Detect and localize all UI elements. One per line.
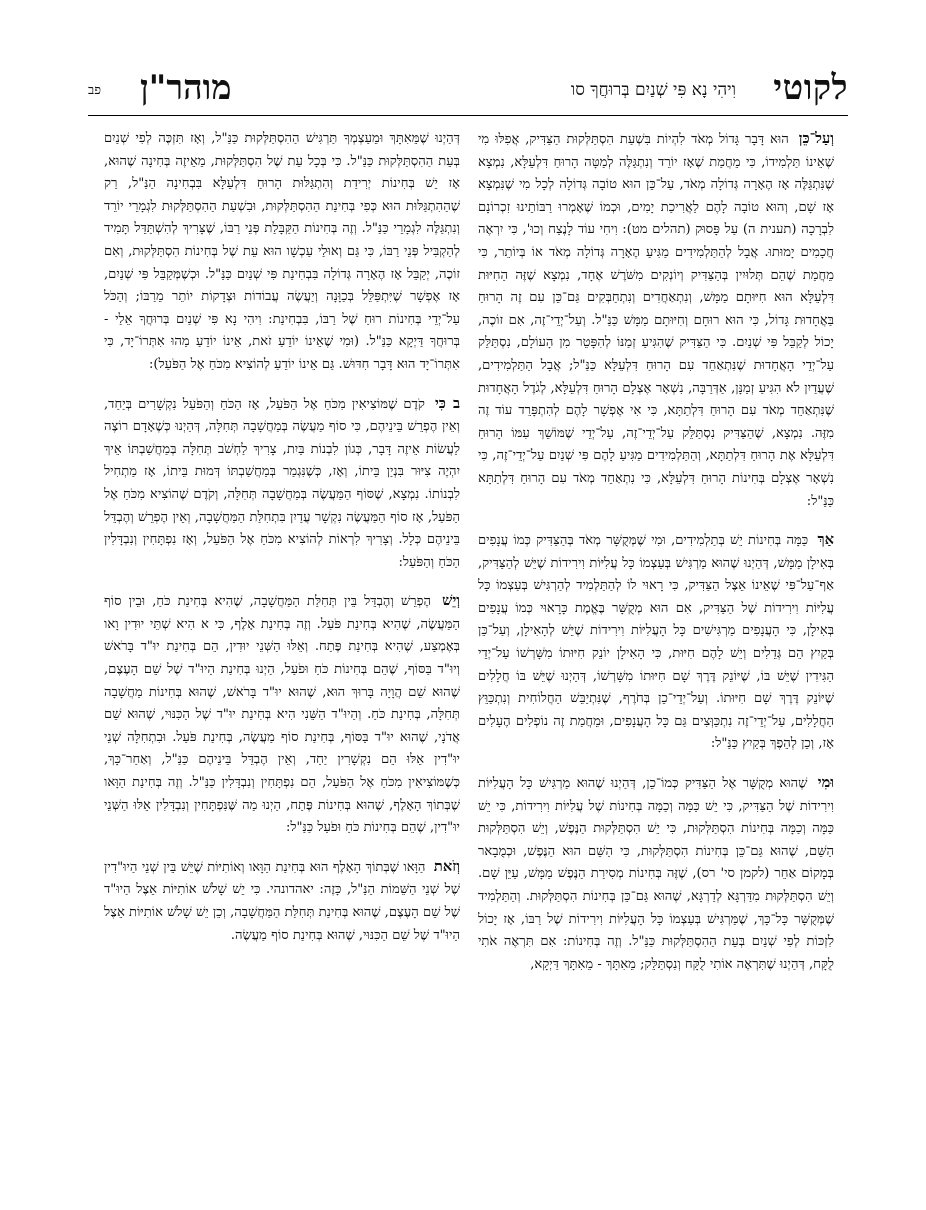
paragraph [478, 772, 834, 976]
paragraph-lead-word: וּמִי [817, 774, 834, 792]
book-title-right: לקוטי [773, 68, 848, 108]
book-title-left: מוהר"ן [140, 68, 232, 108]
paragraph-text: שֶׁהוּא מְקֻשָּׁר אֶל הַצַּדִּיק כְּמוֹ־כֵן, דְּהַיְנוּ שֶׁהוּא מַרְגִּישׁ כָּל הָעֲלִיּוֹת וִירִידוֹת שֶׁל הַצַּדִּיק, כִּי יֵשׁ כַּמָּה וְכַמָּה בְּחִינוֹת שֶׁל עֲלִיּוֹת וִירִידוֹת, כִּי יֵשׁ כַּמָּה וְכַמָּה בְּחִינוֹת הִסְתַּלְּקוּת, כִּי יֵשׁ הִסְתַּלְּקוּת הַנֶּפֶשׁ, וְיֵשׁ הִסְתַּלְּקוּת הַשֵּׁם, שֶׁהוּא גַּם־כֵּן בְּחִינוֹת הִסְתַּלְּקוּת, כִּי הַשֵּׁם הוּא הַנֶּפֶשׁ, וּכְמֻבָאר בְּמָקוֹם אַחֵר (לקמן סי' רס), שֶׁזֶּה בְּחִינוֹת מְסִירַת הַנֶּפֶשׁ מַמָּשׁ, עַיֵּן שָׁם. וְיֵשׁ הִסְתַּלְּקוּת מִדַּרְגָּא לְדַרְגָּא, שֶׁהוּא גַּם־כֵּן בְּחִינוֹת הִסְתַּלְּקוּת. וְהַתַּלְמִיד שֶׁמְּקֻשָּׁר כָּל־כָּךְ, שֶׁמַּרְגִּישׁ בְּעַצְמוֹ כָּל הָעֲלִיּוֹת וִירִידוֹת שֶׁל רַבּוֹ, אָז יָכוֹל לִזְכּוֹת לְפִי שְׁנַיִם בְּעֵת הַהִסְתַּלְּקוּת כַּנַּ"ל. וְזֶה בְּחִינוֹת: אִם תִּרְאֶה אֹתִי לֻקָּח, דְּהַיְנוּ שֶׁתִּרְאֶה אוֹתִי לֻקָּח וְנִסְתַּלֵּק; מֵאִתָּךְ - מֵאִתָּךְ דַּיְקָא, [478, 776, 834, 972]
paragraph-lead-word: וְעַל־כֵּן [798, 130, 834, 147]
paragraph-text: הוּא דָּבָר גָּדוֹל מְאֹד לִהְיוֹת בִּשְׁעַת הִסְתַּלְּקוּת הַצַּדִּיק, אֲפִלּוּ מִי שֶׁאֵינוֹ תַּלְמִידוֹ, כִּי מֵחֲמַת שֶׁאָז יוֹרֵד וְנִתְגַּלֶּה לְמַטָּה הָרוּחַ דִּלְעֵלָּא, נִמְצָא שֶׁנִּתְגַּלֶּה אָז הֶאָרָה גְּדוֹלָה מְאֹד, עַל־כֵּן הוּא טוֹבָה גְּדוֹלָה לְכָל מִי שֶׁנִּמְצָא אָז שָׁם, וְהוּא טוֹבָה לָהֶם לַאֲרִיכַת יָמִים, וּכְמוֹ שֶׁאָמְרוּ רַבּוֹתֵינוּ זִכְרוֹנָם לִבְרָכָה (תענית ה) עַל פָּסוּק (תהלים מט): וִיחִי עוֹד לָנֶצַח וְכוּ', כִּי יִרְאֶה חֲכָמִים יָמוּתוּ. אֲבָל לְהַתַּלְמִידִים מַגִּיעַ הֶאָרָה גְּדוֹלָה מְאֹד אוֹ בְּיוֹתֵר, כִּי מֵחֲמַת שֶׁהֵם תְּלוּיִין בְּהַצַּדִּיק וְיוֹנְקִים מִשֹּׁרֶשׁ אֶחָד, נִמְצָא שֶׁזֶּה הַחִיּוּת דִּלְעֵלָּא הוּא חִיּוּתָם מַמָּשׁ, וְנִתְאַחֲדִים וְנִתְחַבְּקִים גַּם־כֵּן עִם זֶה הָרוּחַ בַּאֲחָדוּת גָּדוֹל, כִּי הוּא רוּחָם וְחִיּוּתָם מַמָּשׁ כַּנַּ"ל. וְעַל־יְדֵי־זֶה, אִם זוֹכֶה, יָכוֹל לְקַבֵּל פִּי שְׁנַיִם. כִּי הַצַּדִּיק שֶׁהִגִּיעַ זְמַנּוֹ לְהִפָּטֵר מִן הָעוֹלָם, נִסְתַּלֵּק עַל־יְדֵי הָאֲחָדוּת שֶׁנִּתְאַחֵד עִם הָרוּחַ דִּלְעֵלָּא כַּנַּ"ל; אֲבָל הַתַּלְמִידִים, שֶׁעֲדַיִן לֹא הִגִּיעַ זְמַנָּן, אַדְּרַבָּה, נִשְׁאָר אֶצְלָם הָרוּחַ דִּלְעֵלָּא, לְגֹדֶל הָאֲחָדוּת שֶׁנִּתְאַחֵד מְאֹד עִם הָרוּחַ דִּלְתַתָּא, כִּי אִי אֶפְשָׁר לָהֶם לְהִתְפָּרֵד עוֹד זֶה מִזֶּה. נִמְצָא, שֶׁהַצַּדִּיק נִסְתַּלֵּק עַל־יְדֵי־זֶה, עַל־יְדֵי שֶׁמּוֹשֵׁךְ עִמּוֹ הָרוּחַ דִּלְעֵלָּא אֶת הָרוּחַ דִּלְתַתָּא, וְהַתַּלְמִידִים מַגִּיעַ לָהֶם פִּי שְׁנַיִם עַל־יְדֵי־זֶה, כִּי נִשְׁאָר אֶצְלָם בְּחִינוֹת הָרוּחַ דִּלְעֵלָּא, כִּי נִתְאַחֵד מְאֹד עִם הָרוּחַ דִּלְתַתָּא כַּנַּ"ל: [478, 132, 834, 509]
paragraph-lead-word: וְיֵשׁ [442, 592, 460, 610]
paragraph [104, 590, 460, 840]
paragraph [104, 128, 460, 377]
page-number: פב [88, 83, 102, 98]
paragraph-text: הַוָּאו שֶׁבְּתוֹךְ הָאָלֶף הוּא בְּחִינַת הַוָּאו וְאוֹתִיּוֹת שֶׁיֵּשׁ בֵּין שְׁנֵי הַיוּ"דִין שֶׁל שְׁנֵי הַשֵּׁמוֹת הַנַּ"ל, כָּזֶה: יאהדונהי. כִּי יֵשׁ שָׁלֹשׁ אוֹתִיּוֹת אֵצֶל הַיוּ"ד שֶׁל שֵׁם הָעֶצֶם, שֶׁהוּא בְּחִינַת תְּחִלַּת הַמַּחֲשָׁבָה, וְכֵן יֵשׁ שָׁלֹשׁ אוֹתִיּוֹת אֵצֶל הַיוּ"ד שֶׁל שֵׁם הַכִּנּוּי, שֶׁהוּא בְּחִינַת סוֹף מַעֲשֶׂה. [104, 859, 460, 943]
paragraph-text: כַּמָּה בְּחִינוֹת יֵשׁ בְּתַלְמִידִים, וּמִי שֶׁמְּקֻשָּׁר מְאֹד בְּהַצַּדִּיק כְּמוֹ עֲנָפִים בְּאִילָן מַמָּשׁ, דְּהַיְנוּ שֶׁהוּא מַרְגִּישׁ בְּעַצְמוֹ כָּל עֲלִיּוֹת וִירִידוֹת שֶׁיֵּשׁ לְהַצַּדִּיק, אַף־עַל־פִּי שֶׁאֵינוֹ אֵצֶל הַצַּדִּיק, כִּי רָאוּי לוֹ לְהַתַּלְמִיד לְהַרְגִּישׁ בְּעַצְמוֹ כָּל עֲלִיּוֹת וִירִידוֹת שֶׁל הַצַּדִּיק, אִם הוּא מְקֻשָּׁר בֶּאֱמֶת כָּרָאוּי כְּמוֹ עֲנָפִים בְּאִילָן, כִּי הָעֲנָפִים מַרְגִּישִׁים כָּל הָעֲלִיּוֹת וִירִידוֹת שֶׁיֵּשׁ לְהָאִילָן, וְעַל־כֵּן בְּקַיִץ הֵם גְּדֵלִים וְיֵשׁ לָהֶם חִיּוּת, כִּי הָאִילָן יוֹנֵק חִיּוּתוֹ מִשָּׁרְשׁוֹ עַל־יְדֵי הַגִּידִין שֶׁיֵּשׁ בּוֹ, שֶׁיּוֹנֵק דֶּרֶךְ שָׁם חִיּוּתוֹ מִשָּׁרְשׁוֹ, דְּהַיְנוּ שֶׁיֵּשׁ בּוֹ חֲלָלִים שֶׁיּוֹנֵק דֶּרֶךְ שָׁם חִיּוּתוֹ. וְעַל־יְדֵי־כֵן בְּחֹרֶף, שֶׁנִּתְיַבֵּשׁ הַחֲלוֹחִית וְנִתְכַּוֵּץ הַחֲלָלִים, עַל־יְדֵי־זֶה נִתְכַּוְּצִים גַּם כָּל הָעֲנָפִים, וּמֵחֲמַת זֶה נוֹפְלִים הֶעָלִים אָז, וְכֵן לְהֵפֶךְ בְּקַיִץ כַּנַּ"ל: [478, 533, 834, 752]
left-column [104, 128, 460, 1178]
paragraph-text: הֶפְרֵשׁ וְהֶבְדֵּל בֵּין תְּחִלַּת הַמַּחֲשָׁבָה, שֶׁהִיא בְּחִינַת כֹּחַ, וּבֵין סוֹף הַמַּעֲשֶׂה, שֶׁהִיא בְּחִינַת פֹּעַל. וְזֶה בְּחִינַת אָלֶף, כִּי א הִיא שְׁתֵּי יוּדִין וָאו בְּאֶמְצַע, שֶׁהִיא בְּחִינַת פֶּתַח. וְאֵלּוּ הַשְּׁנֵי יוּדִין, הֵם בְּחִינַת יוּ"ד בָּרֹאשׁ וְיוּ"ד בַּסּוֹף, שֶׁהֵם בְּחִינוֹת כֹּחַ וּפֹעַל, הַיְנוּ בְּחִינַת הַיוּ"ד שֶׁל שֵׁם הָעֶצֶם, שֶׁהוּא שֵׁם הֲוָיָה בָּרוּךְ הוּא, שֶׁהוּא יוּ"ד בָּרֹאשׁ, שֶׁהוּא בְּחִינוֹת מַחֲשָׁבָה תְּחִלָּה, בְּחִינַת כֹּחַ. וְהַיוּ"ד הַשֵּׁנִי הִיא בְּחִינַת יוּ"ד שֶׁל הַכִּנּוּי, שֶׁהוּא שֵׁם אֲדֹנָי, שֶׁהוּא יוּ"ד בַּסּוֹף, בְּחִינַת סוֹף מַעֲשֶׂה, בְּחִינַת פֹּעַל. וּבִתְחִלָּה שְׁנֵי יוּ"דִין אֵלּוּ הֵם נִקְשָׁרִין יַחַד, וְאֵין הֶבְדֵּל בֵּינֵיהֶם כַּנַּ"ל, וְאַחַר־כָּךְ, כְּשֶׁמּוֹצִיאִין מִכֹּחַ אֶל הַפֹּעַל, הֵם נִפְתָּחִין וְנִבְדָּלִין כַּנַּ"ל. וְזֶה בְּחִינַת הַוָּאו שֶׁבְּתוֹךְ הָאָלֶף, שֶׁהוּא בְּחִינוֹת פֶּתַח, הַיְנוּ מַה שֶּׁנִּפְתָּחִין וְנִבְדָּלִין אֵלּוּ הַשְּׁנֵי יוּ"דִין, שֶׁהֵם בְּחִינוֹת כֹּחַ וּפֹעַל כַּנַּ"ל: [104, 594, 460, 836]
paragraph-lead-word: אַךְ [817, 531, 834, 549]
paragraph-lead-word: ב כִּי [434, 394, 460, 412]
right-column [478, 128, 834, 1178]
header-divider [88, 115, 848, 116]
paragraph [478, 128, 834, 513]
running-head-verse: וִיהִי נָא פִּי שְׁנַיִם בְּרוּחֲךָ סו [570, 80, 736, 100]
page-header [88, 68, 848, 120]
paragraph [104, 856, 460, 947]
paragraph [104, 393, 460, 575]
paragraph [478, 529, 834, 756]
paragraph-lead-word: וְזֹאת [433, 857, 460, 875]
paragraph-text: דְּהַיְנוּ שֶׁמֵּאִתָּךְ וּמֵעַצְמְךָ תַּרְגִּישׁ הַהִסְתַּלְּקוּת כַּנַּ"ל, וְאָז תִּזְכֶּה לְפִי שְׁנַיִם בְּעֵת הַהִסְתַּלְּקוּת כַּנַּ"ל. כִּי בְּכָל עֵת שֶׁל הִסְתַּלְּקוּת, מֵאֵיזֶה בְּחִינָה שֶׁהוּא, אָז יֵשׁ בְּחִינוֹת יְרִידַת וְהִתְגַּלּוּת הָרוּחַ דִּלְעֵלָּא בִּבְחִינָה הַנַּ"ל, רַק שֶׁהַהִתְגַּלּוּת הוּא כְּפִי בְּחִינַת הַהִסְתַּלְּקוּת, וּבִשְׁעַת הַהִסְתַּלְּקוּת לִגְמָרֵי יוֹרֵד וְנִתְגַּלֶּה לִגְמָרֵי כַּנַּ"ל. וְזֶה בְּחִינוֹת הַקַּבָּלַת פְּנֵי רַבּוֹ, שֶׁצָּרִיךְ לְהִשְׁתַּדֵּל תָּמִיד לְהַקְבִּיל פְּנֵי רַבּוֹ, כִּי גַּם וְאוּלַי עַכְשָׁו הוּא עֵת שֶׁל בְּחִינוֹת הִסְתַּלְּקוּת, וְאִם זוֹכֶה, יְקַבֵּל אָז הֶאָרָה גְּדוֹלָה בִּבְחִינַת פִּי שְׁנַיִם כַּנַּ"ל. וּכְשֶׁמְּקַבֵּל פִּי שְׁנַיִם, אָז אֶפְשָׁר שֶׁיִּתְפַּלֵּל בְּכַוָּנָה וְיַעֲשֶׂה עֲבוֹדוֹת וּצְדָקוֹת יוֹתֵר מֵרַבּוֹ; וְהַכֹּל עַל־יְדֵי בְּחִינוֹת רוּחַ שֶׁל רַבּוֹ, בִּבְחִינַת: וִיהִי נָא פִּי שְׁנַיִם בְּרוּחֲךָ אֵלַי - בְּרוּחֲךָ דַּיְקָא כַּנַּ"ל. (וּמִי שֶׁאֵינוֹ יוֹדֵעַ זֹאת, אֵינוֹ יוֹדֵעַ מַהוּ אִתְּרוֹ־יָד, כִּי אִתְּרוֹ־יָד הוּא דָּבָר חִדּוּשׁ. גַּם אֵינוֹ יוֹדֵעַ לְהוֹצִיא מִכֹּחַ אֶל הַפֹּעַל): [104, 131, 460, 372]
paragraph-text: קֹדֶם שֶׁמּוֹצִיאִין מִכֹּחַ אֶל הַפֹּעַל, אָז הַכֹּחַ וְהַפֹּעַל נִקְשָׁרִים בְּיַחַד, וְאֵין הֶפְרֵשׁ בֵּינֵיהֶם, כִּי סוֹף מַעֲשֶׂה בְּמַחֲשָׁבָה תְּחִלָּה, דְּהַיְנוּ כְּשֶׁאָדָם רוֹצֶה לַעֲשׂוֹת אֵיזֶה דָּבָר, כְּגוֹן לִבְנוֹת בַּיִת, צָרִיךְ לַחְשֹׁב תְּחִלָּה בְּמַחֲשַׁבְתּוֹ אֵיךְ יִהְיֶה צִיּוּר בִּנְיַן בֵּיתוֹ, וְאָז, כְּשֶׁנִּגְמַר בְּמַחֲשַׁבְתּוֹ דְּמוּת בֵּיתוֹ, אָז מַתְחִיל לִבְנוֹתוֹ. נִמְצָא, שֶׁסּוֹף הַמַּעֲשֶׂה בְּמַחֲשָׁבָה תְּחִלָּה, וְקֹדֶם שֶׁהוֹצִיא מִכֹּחַ אֶל הַפֹּעַל, אָז סוֹף הַמַּעֲשֶׂה נִקְשָׁר עֲדַיִן בִּתְחִלַּת הַמַּחֲשָׁבָה, וְאֵין הֶפְרֵשׁ וְהֶבְדֵּל בֵּינֵיהֶם כְּלָל. וְצָרִיךְ לִרְאוֹת לְהוֹצִיא מִכֹּחַ אֶל הַפֹּעַל, וְאָז נִפְתָּחִין וְנִבְדָּלִין הַכֹּחַ וְהַפֹּעַל: [104, 396, 460, 570]
